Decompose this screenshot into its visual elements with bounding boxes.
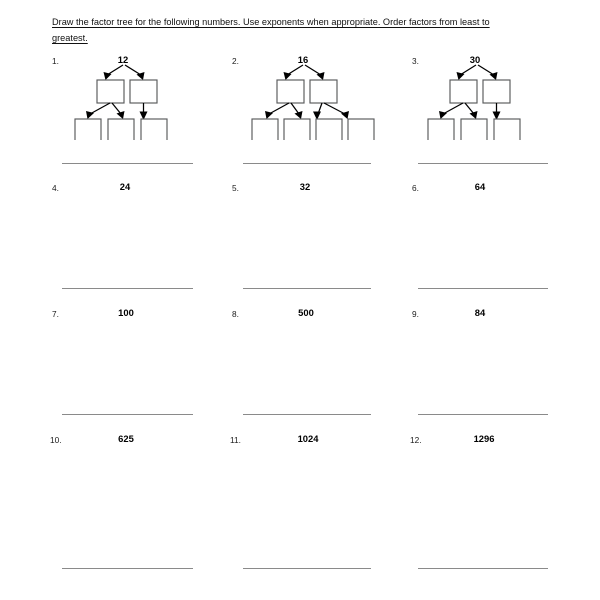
problem-value-7: 100 [118,307,134,318]
tree-1-left-branch-arrows [86,103,125,119]
tree-2-node-leaf-1 [252,119,278,140]
answer-line-4[interactable] [62,288,193,289]
answer-line-9[interactable] [418,414,548,415]
problem-number-10: 10. [50,435,62,445]
problem-number-12: 12. [410,435,422,445]
problem-value-3: 30 [469,54,481,65]
problem-number-8: 8. [232,309,239,319]
tree-2-root-arrows [284,65,325,80]
answer-line-8[interactable] [243,414,371,415]
worksheet-instructions [52,14,544,46]
answer-line-6[interactable] [418,288,548,289]
answer-line-2[interactable] [243,163,371,164]
answer-line-1[interactable] [62,163,193,164]
answer-line-12[interactable] [418,568,548,569]
problem-number-3: 3. [412,56,419,66]
tree-1-root-arrows [104,65,145,80]
answer-line-3[interactable] [418,163,548,164]
answer-line-5[interactable] [243,288,371,289]
problem-number-11: 11. [230,435,241,445]
tree-1-node-mid-right [130,80,157,103]
tree-2-node-leaf-4 [348,119,374,140]
instructions-line-1: Draw the factor tree for the following numbers. Use exponents when appropriate. Order factors from least to [52,17,490,27]
problem-number-6: 6. [412,183,419,193]
answer-line-7[interactable] [62,414,193,415]
tree-3-root-arrows [457,65,498,80]
answer-line-11[interactable] [243,568,371,569]
tree-2-node-leaf-3 [316,119,342,140]
problem-value-9: 84 [474,307,486,318]
problem-value-6: 64 [474,181,486,192]
tree-1-node-leaf-3 [141,119,167,140]
problem-value-5: 32 [299,181,311,192]
tree-3-node-leaf-2 [461,119,487,140]
problem-value-2: 16 [297,54,309,65]
factor-tree-1[interactable] [62,62,202,140]
problem-number-4: 4. [52,183,59,193]
tree-2-right-branch-arrows [313,103,349,120]
tree-3-node-leaf-3 [494,119,520,140]
problem-number-7: 7. [52,309,59,319]
tree-2-node-mid-right [310,80,337,103]
tree-2-left-branch-arrows [265,103,303,119]
tree-2-node-leaf-2 [284,119,310,140]
tree-3-node-mid-left [450,80,477,103]
tree-2-node-mid-left [277,80,304,103]
problem-value-11: 1024 [297,433,319,444]
instructions-line-2: greatest. [52,33,88,43]
tree-3-node-leaf-1 [428,119,454,140]
tree-1-node-leaf-1 [75,119,101,140]
factor-tree-3[interactable] [415,62,555,140]
problem-number-1: 1. [52,56,59,66]
problem-value-8: 500 [298,307,314,318]
problem-value-10: 625 [118,433,134,444]
tree-3-right-branch-arrow [493,103,501,120]
tree-1-node-mid-left [97,80,124,103]
tree-3-node-mid-right [483,80,510,103]
problem-value-1: 12 [117,54,129,65]
problem-number-5: 5. [232,183,239,193]
problem-value-4: 24 [119,181,131,192]
factor-tree-2[interactable] [242,62,382,140]
tree-3-left-branch-arrows [439,103,478,119]
problem-value-12: 1296 [473,433,495,444]
tree-1-node-leaf-2 [108,119,134,140]
problem-number-9: 9. [412,309,419,319]
answer-line-10[interactable] [62,568,193,569]
problem-number-2: 2. [232,56,239,66]
tree-1-right-branch-arrow [140,103,148,120]
